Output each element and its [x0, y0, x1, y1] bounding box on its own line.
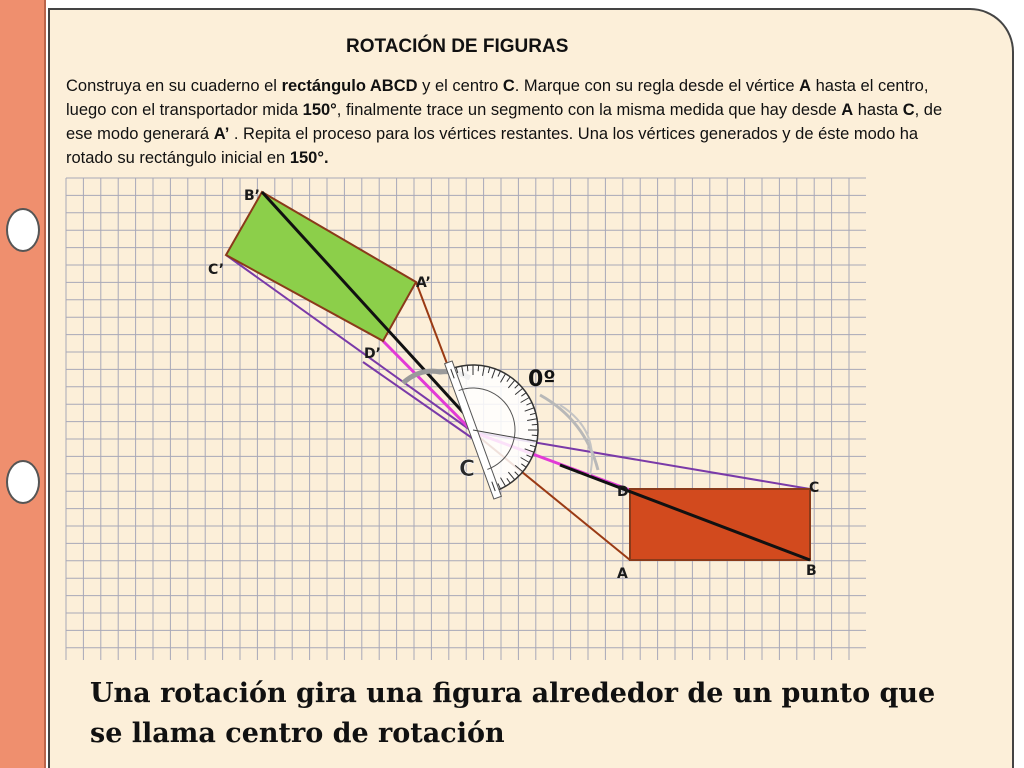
- vertex-label-a: A: [617, 566, 628, 582]
- instructions-bold: C: [902, 101, 915, 119]
- instructions-bold: A: [841, 101, 854, 119]
- instructions-text: Construya en su cuaderno el: [66, 77, 282, 95]
- vertex-label-c: C: [809, 480, 820, 496]
- vertex-label-b: B: [806, 563, 817, 579]
- instructions-text: . Marque con su regla desde el vértice: [514, 77, 800, 95]
- vertex-label-d-prime: D’: [364, 346, 381, 362]
- angle-label-fragment: 0º: [528, 367, 556, 392]
- instructions-bold: C: [502, 77, 515, 95]
- instructions-text: . Repita el proceso para los vértices restantes. Una los vértices generados y de éste modo ha rotado su rectángulo inicial en: [66, 125, 919, 167]
- rotated-rectangle-diagonal: [262, 192, 470, 420]
- instructions-bold: rectángulo ABCD: [281, 77, 418, 95]
- instructions-text: , de ese modo generará: [66, 101, 943, 143]
- instructions-bold: 150°: [302, 101, 337, 119]
- vertex-label-c-prime: C’: [208, 262, 225, 278]
- instructions-text: y el centro: [417, 77, 503, 95]
- instructions-text: , finalmente trace un segmento con la misma medida que hay desde: [336, 101, 842, 119]
- instructions-bold: A’: [213, 125, 230, 143]
- vertex-label-d: D: [617, 484, 629, 500]
- instructions-text: hasta el centro, luego con el transportador mida: [66, 77, 929, 119]
- rotation-center-label: C: [459, 457, 476, 482]
- instructions-bold: 150°.: [289, 149, 329, 167]
- instructions-text: hasta: [853, 101, 903, 119]
- page-title: ROTACIÓN DE FIGURAS: [346, 36, 569, 57]
- instructions-bold: A: [799, 77, 812, 95]
- vertex-label-a-prime: A’: [416, 275, 431, 291]
- rotated-rectangle: [226, 192, 416, 341]
- vertex-label-b-prime: B’: [244, 188, 260, 204]
- conclusion-text: Una rotación gira una figura alrededor de un punto que se llama centro de rotación: [90, 678, 936, 749]
